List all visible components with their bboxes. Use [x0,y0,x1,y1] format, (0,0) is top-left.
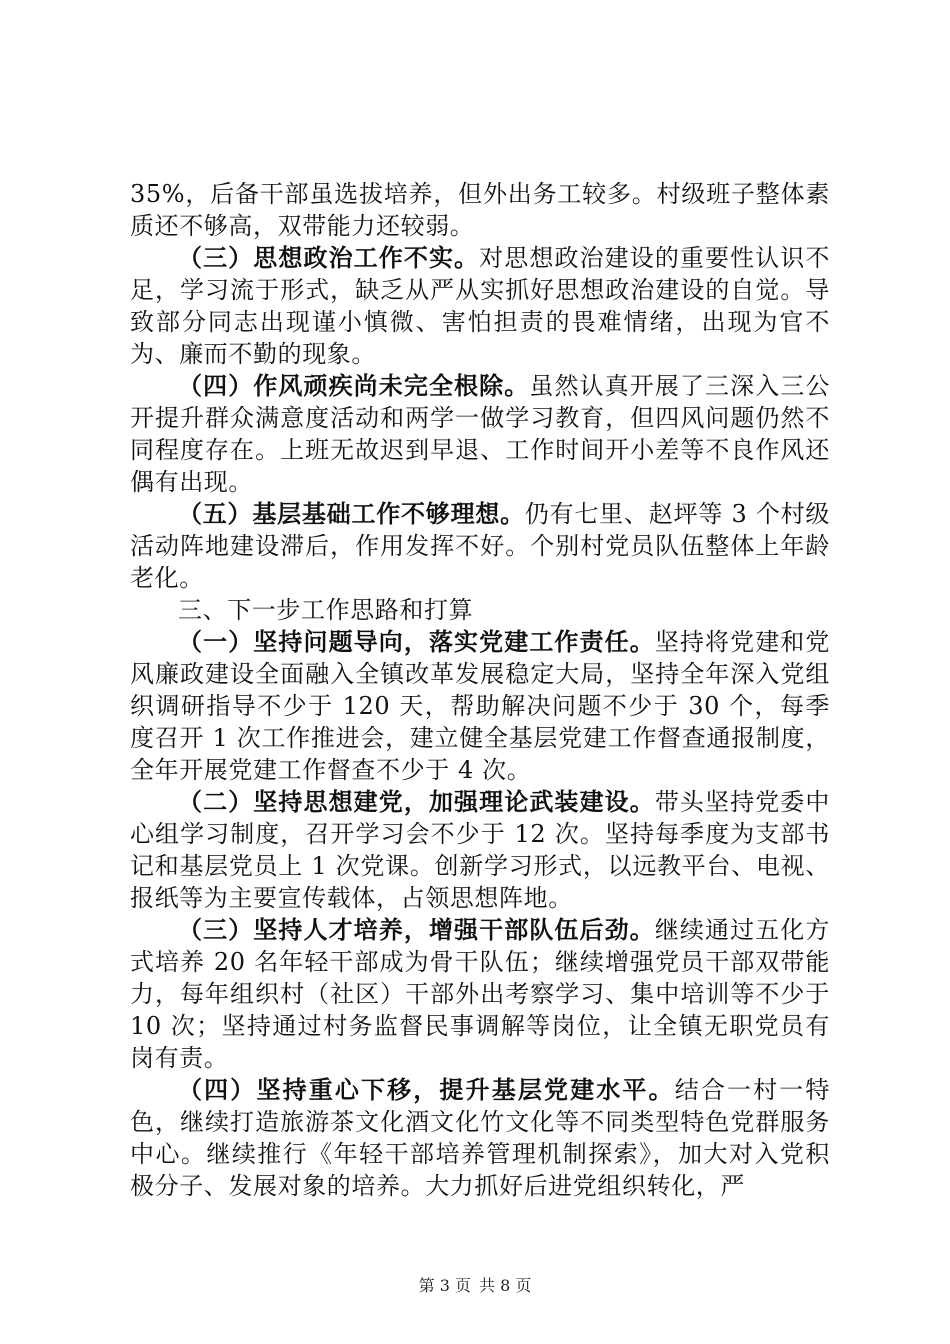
paragraph-text: 带头坚持党委中心组学习制度，召开学习会不少于 12 次。坚持每季度为支部书记和基层党员上 1 次党课。创新学习形式，以远教平台、电视、报纸等为主要宣传载体，占领思想阵地。 [130,788,831,912]
paragraph-text: 仍有七里、赵坪等 3 个村级活动阵地建设滞后，作用发挥不好。个别村党员队伍整体上年龄老化。 [130,500,830,592]
paragraph-text: 坚持将党建和党风廉政建设全面融入全镇改革发展稳定大局，坚持全年深入党组织调研指导不少于 120 天，帮助解决问题不少于 30 个，每季度召开 1 次工作推进会，建立健全基层党建工作督查通报制度，全年开展党建工作督查不少于 4 次。 [130,628,831,784]
paragraph-lead: （四）坚持重心下移，提升基层党建水平。 [178,1075,675,1104]
paragraph-lead: （一）坚持问题导向，落实党建工作责任。 [178,627,655,656]
paragraph-text: 结合一村一特色，继续打造旅游茶文化酒文化竹文化等不同类型特色党群服务中心。继续推行《年轻干部培养管理机制探索》，加大对入党积极分子、发展对象的培养。大力抓好后进党组织转化，严 [130,1076,830,1200]
paragraph-text: 35%，后备干部虽选拔培养，但外出务工较多。村级班子整体素质还不够高，双带能力还较弱。 [130,180,830,240]
paragraph-talent-training [130,914,830,1074]
paragraph-grassroots [130,498,830,594]
paragraph-work-style [130,370,830,498]
paragraph-lead: （三）思想政治工作不实。 [178,243,480,272]
page-total: 共 8 页 [479,1276,532,1295]
paragraph-lead: （五）基层基础工作不够理想。 [178,499,525,528]
paragraph-continued [130,178,830,242]
paragraph-text: 对思想政治建设的重要性认识不足，学习流于形式，缺乏从严从实抓好思想政治建设的自觉。导致部分同志出现谨小慎微、害怕担责的畏难情绪，出现为官不为、廉而不勤的现象。 [130,244,830,368]
paragraph-lead: （二）坚持思想建党，加强理论武装建设。 [178,787,655,816]
paragraph-ideological-party [130,786,830,914]
paragraph-lead: （三）坚持人才培养，增强干部队伍后劲。 [178,915,655,944]
paragraph-ideology-work [130,242,830,370]
paragraph-focus-shift [130,1074,830,1202]
paragraph-text: 继续通过五化方式培养 20 名年轻干部成为骨干队伍；继续增强党员干部双带能力，每年组织村（社区）干部外出考察学习、集中培训等不少于 10 次；坚持通过村务监督民事调解等岗位，让全镇无职党员有岗有责。 [130,916,831,1072]
page-number: 第 3 页 [418,1276,471,1295]
page-footer [0,1276,950,1296]
section-heading: 三、下一步工作思路和打算 [178,596,474,624]
paragraph-problem-oriented [130,626,830,786]
paragraph-lead: （四）作风顽疾尚未完全根除。 [178,371,530,400]
document-body [130,178,830,1202]
paragraph-text: 虽然认真开展了三深入三公开提升群众满意度活动和两学一做学习教育，但四风问题仍然不同程度存在。上班无故迟到早退、工作时间开小差等不良作风还偶有出现。 [130,372,830,496]
